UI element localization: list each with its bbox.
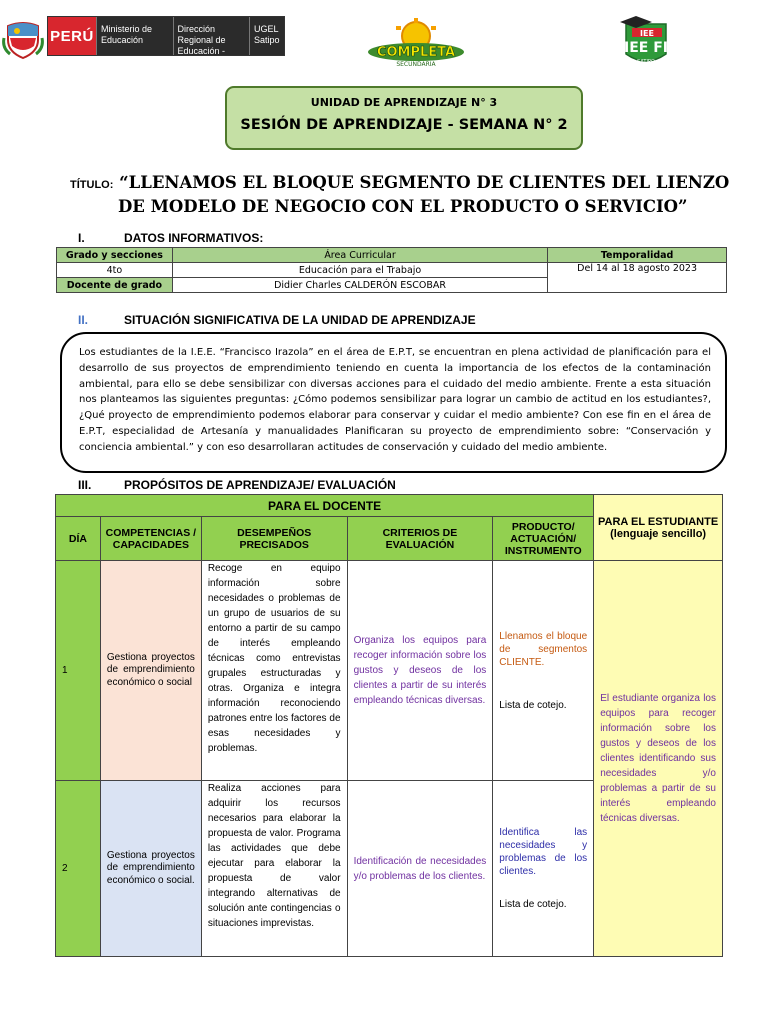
instrumento-value: Lista de cotejo. (499, 899, 567, 910)
title-line-2: DE MODELO DE NEGOCIO CON EL PRODUCTO O SERVICIO” (118, 197, 688, 216)
header-logos (0, 14, 768, 70)
header-desempenos: DESEMPEÑOS PRECISADOS (201, 517, 347, 561)
title-line-1: “LLENAMOS EL BLOQUE SEGMENTO DE CLIENTES DEL LIENZO (119, 173, 730, 192)
header-producto: PRODUCTO/ ACTUACIÓN/ INSTRUMENTO (493, 517, 594, 561)
school-logo-text: COMPLETA (376, 45, 456, 60)
iee-logo-sub: SATIPO (637, 59, 655, 65)
header-criterios: CRITERIOS DE EVALUACIÓN (347, 517, 493, 561)
section-3-title: PROPÓSITOS DE APRENDIZAJE/ EVALUACIÓN (124, 478, 396, 492)
section-2-title: SITUACIÓN SIGNIFICATIVA DE LA UNIDAD DE APRENDIZAJE (124, 313, 476, 327)
area-value: Educación para el Trabajo (172, 263, 547, 278)
title-label: TÍTULO: (70, 179, 114, 191)
svg-text:IEE: IEE (640, 29, 654, 38)
section-3-number: III. (78, 478, 92, 492)
producto-cell (493, 561, 594, 781)
section-1-heading (78, 231, 263, 245)
header-competencias: COMPETENCIAS / CAPACIDADES (100, 517, 201, 561)
para-estudiante-subtitle: (lenguaje sencillo) (610, 527, 707, 540)
datos-informativos-table (56, 247, 727, 293)
header-area: Área Curricular (172, 248, 547, 263)
situacion-significativa-text: Los estudiantes de la I.E.E. “Francisco Irazola” en el área de E.P.T, se encuentran en plena actividad de planificación para el desarrollo de sus proyectos de emprendimiento teniendo en cuenta la importancia de los efectos de la contaminación ambiental, para ello se debe sensibilizar con diversas acciones para el cuidado del medio ambiente. Frente a esta situación nos planteamos las siguientes preguntas: ¿Cómo podemos sensibilizar para lograr un cambio de actitud en los estudiantes?, ¿Qué proyecto de emprendimiento podemos elaborar para conservar y cuidar el medio ambiente? Con ese fin en el área de E.P.T, especialidad de Artesanía y manualidades Planificaran su proyecto de emprendimiento sobre: “Conservación y conciencia ambiental.” y con eso desarrollaran actitudes de conservación y cuidado del medio ambiente. (60, 332, 727, 473)
table-row (57, 263, 727, 278)
direccion-label: Dirección Regional de Educación - Junín (173, 17, 250, 55)
iee-logo-text: IEE FI (624, 40, 668, 56)
table-row (56, 561, 723, 781)
docente-value: Didier Charles CALDERÓN ESCOBAR (172, 278, 547, 293)
section-3-heading (78, 478, 396, 492)
dia-value: 1 (56, 561, 101, 781)
temporalidad-value: Del 14 al 18 agosto 2023 (548, 263, 727, 293)
propositos-table (55, 494, 723, 957)
header-temporalidad: Temporalidad (548, 248, 727, 263)
table-row (57, 248, 727, 263)
estudiante-value: El estudiante organiza los equipos para recoger información sobre los gustos y deseos de los clientes identificando sus necesidades y/o problemas a partir de su interés empleando técnicas diversas. (594, 561, 723, 957)
desempeno-value: Recoge en equipo información sobre necesidades o problemas de un grupo de usuarios de su entorno a partir de su campo de interés empleando técnicas como entrevistas grupales estructuradas y otras. Organiza e integra información reconociendo patrones entre los factores de esas necesidades y problemas. (201, 561, 347, 781)
national-shield-icon (2, 18, 44, 60)
school-logo (360, 18, 472, 68)
section-2-heading (78, 313, 476, 327)
producto-cell (493, 781, 594, 957)
session-title: SESIÓN DE APRENDIZAJE - SEMANA N° 2 (240, 117, 568, 133)
section-2-number: II. (78, 313, 89, 327)
session-heading (70, 172, 730, 218)
competencia-value: Gestiona proyectos de emprendimiento económico o social (100, 561, 201, 781)
criterio-value: Identificación de necesidades y/o problemas de los clientes. (347, 781, 493, 957)
iee-logo (618, 14, 674, 70)
minedu-logo (47, 16, 285, 67)
competencia-value: Gestiona proyectos de emprendimiento económico o social. (100, 781, 201, 957)
unit-title-box (225, 86, 583, 150)
table-row (56, 495, 723, 517)
header-grado: Grado y secciones (57, 248, 173, 263)
para-estudiante-title: PARA EL ESTUDIANTE (597, 515, 719, 528)
dia-value: 2 (56, 781, 101, 957)
ministerio-label: Ministerio de Educación (96, 17, 173, 55)
school-logo-sub: SECUNDARIA (396, 61, 436, 68)
criterio-value: Organiza los equipos para recoger información sobre los gustos y deseos de los clientes a partir de su interés empleando técnicas diversas. (347, 561, 493, 781)
para-docente-header: PARA EL DOCENTE (56, 495, 594, 517)
header-docente: Docente de grado (57, 278, 173, 293)
producto-value: Llenamos el bloque de segmentos CLIENTE. (499, 630, 588, 668)
para-estudiante-header (594, 495, 723, 561)
header-dia: DÍA (56, 517, 101, 561)
peru-label: PERÚ (48, 17, 96, 55)
section-1-title: DATOS INFORMATIVOS: (124, 231, 264, 245)
desempeno-value: Realiza acciones para adquirir los recursos necesarios para elaborar la propuesta de valor. Programa las actividades que debe ejecutar para elaborar la propuesta de valor integrando alternativas de solución ante contingencias o situaciones imprevistas. (201, 781, 347, 957)
instrumento-value: Lista de cotejo. (499, 699, 567, 711)
ugel-label: UGEL Satipo (249, 17, 284, 55)
grado-value: 4to (57, 263, 173, 278)
producto-value: Identifica las necesidades y problemas de los clientes. (499, 827, 588, 877)
section-1-number: I. (78, 231, 85, 245)
unit-number: UNIDAD DE APRENDIZAJE N° 3 (310, 96, 498, 109)
